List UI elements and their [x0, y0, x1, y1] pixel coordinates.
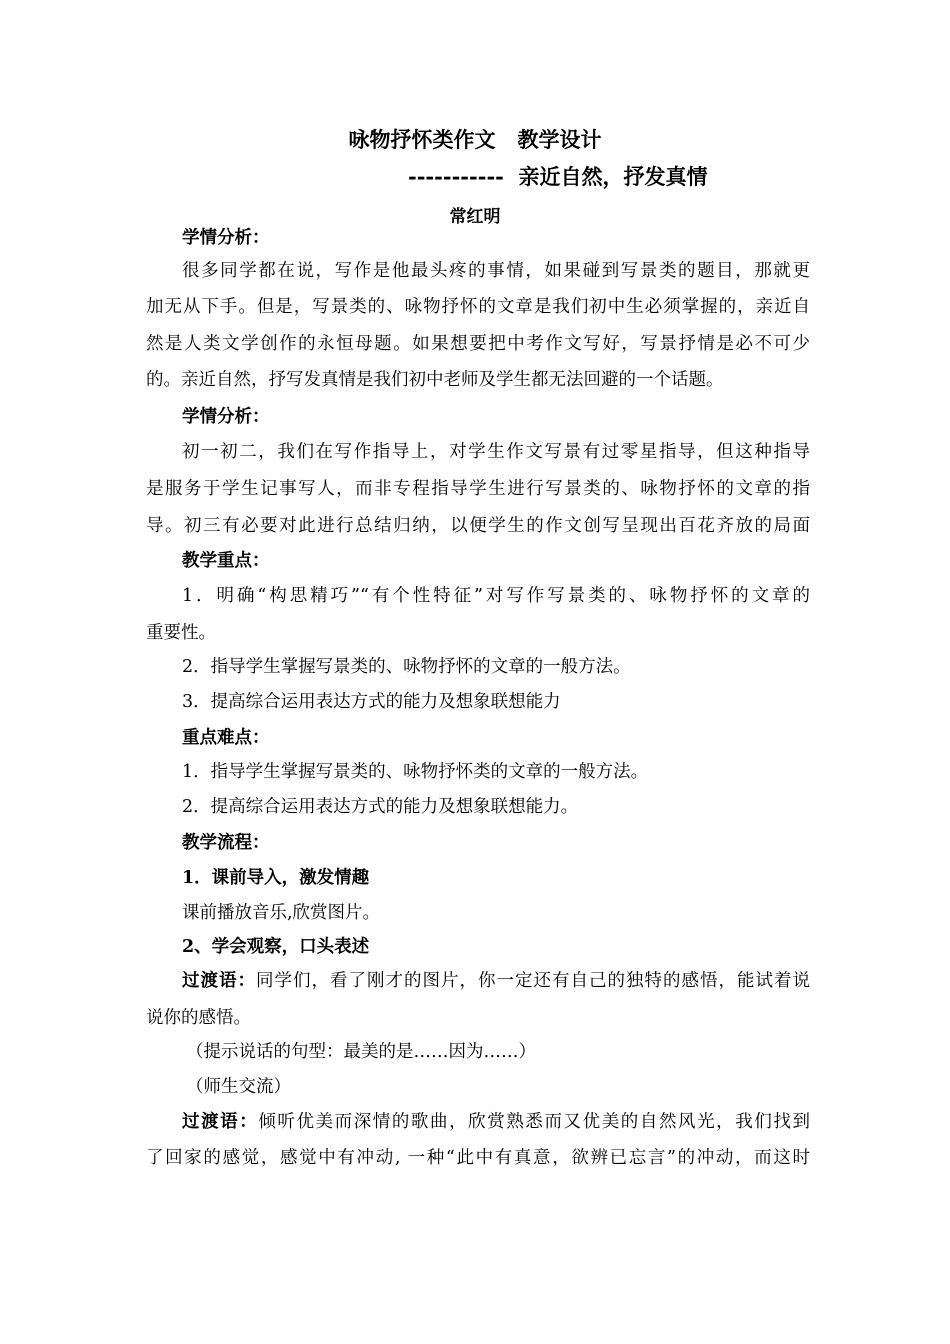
list-item: 1．指导学生掌握写景类的、咏物抒怀类的文章的一般方法。 [182, 762, 649, 782]
transition-label: 过渡语： [182, 971, 256, 991]
step-text: 课前播放音乐,欣赏图片。 [182, 903, 381, 923]
list-item: 1．明确“构思精巧”“有个性特征”对写作写景类的、咏物抒怀的文章的 [182, 586, 810, 606]
document-title: 咏物抒怀类作文 教学设计 [348, 127, 602, 152]
section-heading-analysis-1: 学情分析： [182, 228, 270, 248]
section-heading-key-points: 教学重点： [182, 551, 270, 571]
step-heading: 2、学会观察，口头表述 [182, 937, 370, 957]
paragraph-line: 很多同学都在说，写作是他最头疼的事情，如果碰到写景类的题目，那就更 [182, 261, 810, 281]
section-heading-analysis-2: 学情分析： [182, 407, 270, 427]
document-author: 常红明 [449, 207, 501, 227]
list-item: 2．提高综合运用表达方式的能力及想象联想能力。 [182, 797, 579, 817]
paragraph-line: 是服务于学生记事写人，而非专程指导学生进行写景类的、咏物抒怀的文章的指 [146, 479, 810, 499]
paragraph-line: 然是人类文学创作的永恒母题。如果想要把中考作文写好，写景抒情是必不可少 [146, 334, 810, 354]
list-item-continuation: 重要性。 [146, 623, 216, 643]
paragraph-line: 导。初三有必要对此进行总结归纳，以便学生的作文创写呈现出百花齐放的局面 [146, 516, 810, 536]
paragraph-line: 的。亲近自然，抒写发真情是我们初中老师及学生都无法回避的一个话题。 [146, 370, 724, 390]
transition-paragraph-line [182, 1110, 810, 1134]
section-heading-process: 教学流程： [182, 833, 270, 853]
section-heading-difficulties: 重点难点： [182, 728, 270, 748]
step-heading: 1．课前导入，激发情趣 [182, 868, 370, 888]
paragraph-line: 说你的感悟。 [146, 1008, 251, 1028]
document-subtitle: ----------- 亲近自然，抒发真情 [408, 164, 708, 189]
transition-text: 同学们，看了刚才的图片，你一定还有自己的独特的感悟，能试着说 [256, 971, 810, 991]
hint-line: （提示说话的句型：最美的是……因为……） [186, 1042, 536, 1062]
paragraph-line: 初一初二，我们在写作指导上，对学生作文写景有过零星指导，但这种指导 [182, 442, 810, 462]
transition-paragraph-line [182, 969, 810, 993]
transition-label: 过渡语： [182, 1112, 259, 1132]
paragraph-line: 了回家的感觉，感觉中有冲动, 一种“此中有真意，欲辨已忘言”的冲动，而这时 [146, 1148, 810, 1168]
list-item: 3．提高综合运用表达方式的能力及想象联想能力 [182, 692, 561, 712]
transition-text: 倾听优美而深情的歌曲，欣赏熟悉而又优美的自然风光，我们找到 [258, 1112, 810, 1132]
list-item: 2．指导学生掌握写景类的、咏物抒怀的文章的一般方法。 [182, 657, 631, 677]
paragraph-line: 加无从下手。但是，写景类的、咏物抒怀的文章是我们初中生必须掌握的，亲近自 [146, 297, 810, 317]
exchange-line: （师生交流） [186, 1077, 291, 1097]
